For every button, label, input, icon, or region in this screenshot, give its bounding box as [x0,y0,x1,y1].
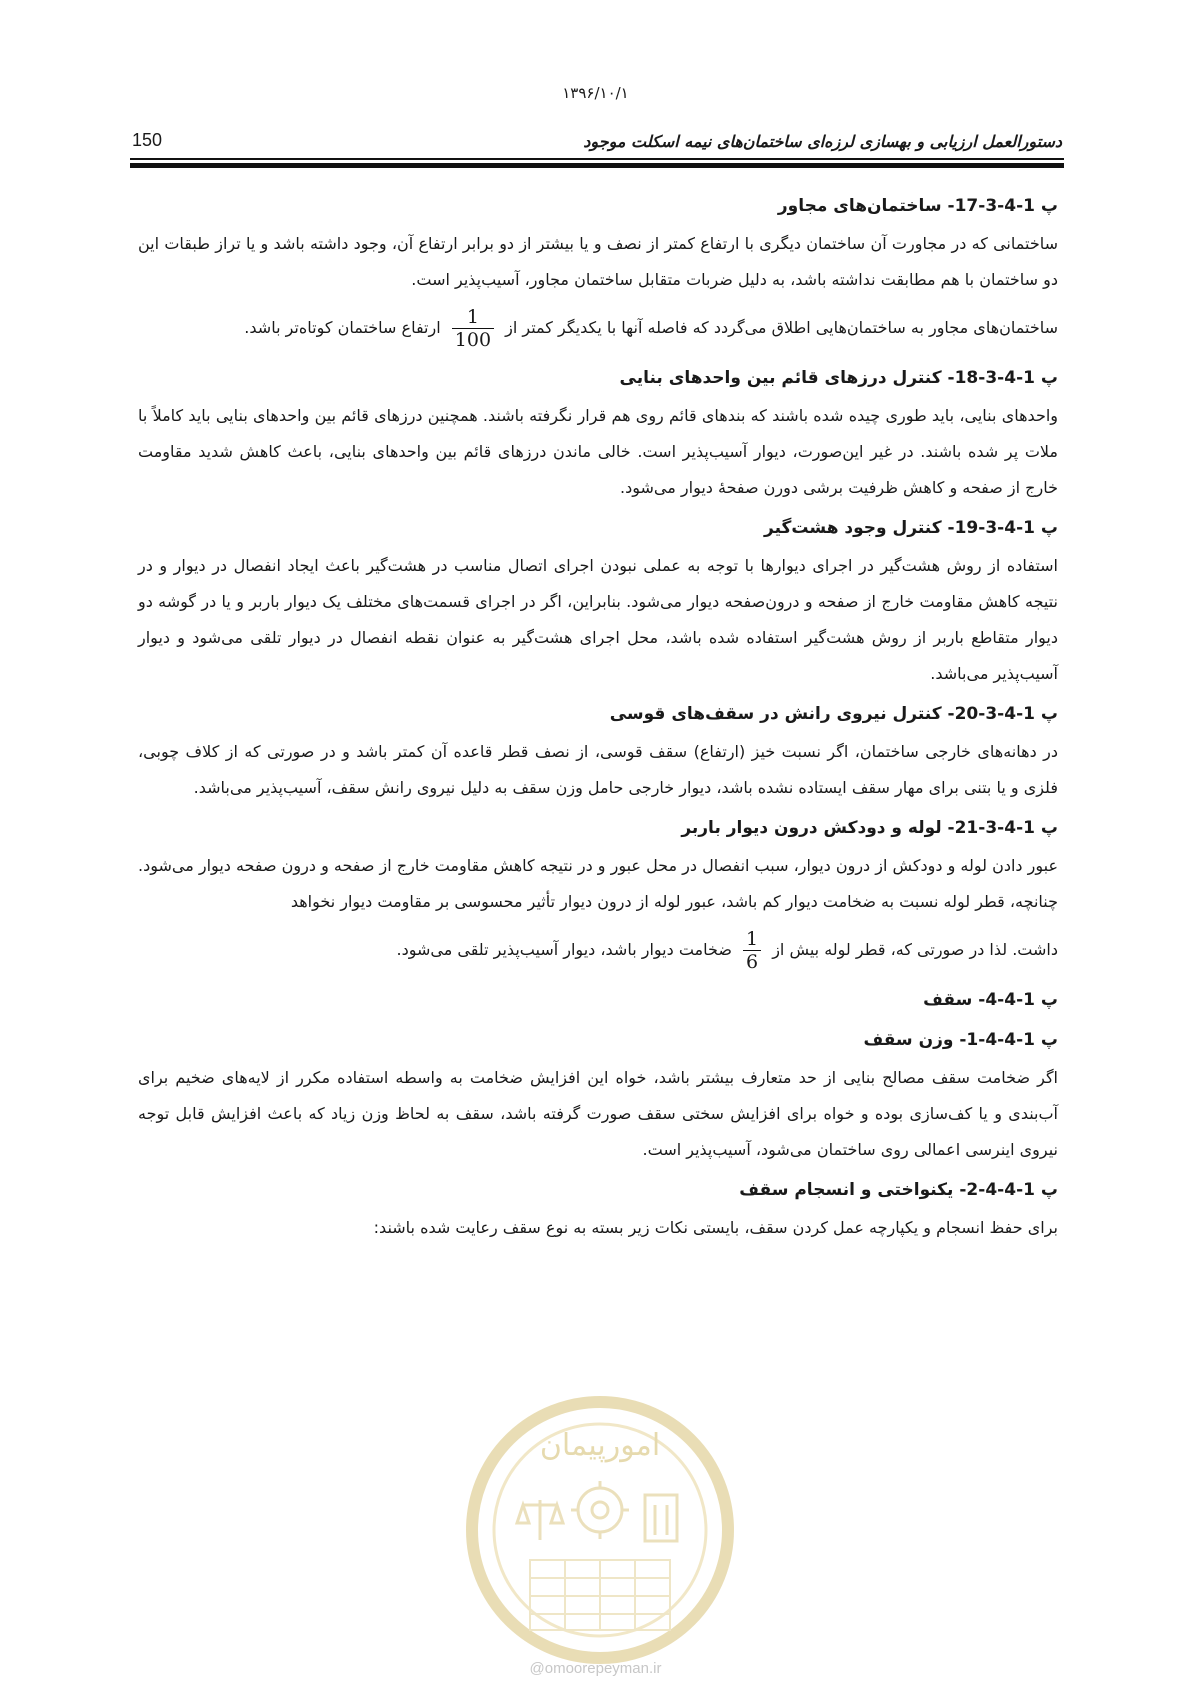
paragraph-17-1: ساختمانی که در مجاورت آن ساختمان دیگری با ارتفاع کمتر از نصف و یا بیشتر از دو برابر ارتفاع آن، وجود داشته باشد و یا تراز طبقات این دو ساختمان با هم مطابقت نداشته باشد، به دلیل ضربات متقابل ساختمان مجاور، آسیب‌پذیر است. [138,234,1058,289]
section-heading-4-4: پ 1-4-4- سقف [923,990,1058,1010]
section-heading-4-4-1: پ 1-4-4-1- وزن سقف [863,1030,1058,1050]
paragraph-21-2 [138,922,1058,978]
watermark-building-icon [645,1495,677,1541]
section-heading-19: پ 1-4-3-19- کنترل وجود هشت‌گیر [764,518,1058,538]
paragraph-21-1: عبور دادن لوله و دودکش از درون دیوار، سبب انفصال در محل عبور و در نتیجه کاهش مقاومت خارج از صفحه و درون صفحه دیوار می‌شود. چنانچه، قطر لوله نسبت به ضخامت دیوار کم باشد، عبور لوله از درون دیوار تأثیر محسوسی بر مقاومت دیوار نخواهد [138,856,1058,911]
paragraph-17-2-before: ساختمان‌های مجاور به ساختمان‌هایی اطلاق می‌گردد که فاصله آنها با یکدیگر کمتر از [505,318,1058,337]
watermark-scales-icon [517,1500,563,1540]
section-heading-17: پ 1-4-3-17- ساختمان‌های مجاور [777,196,1058,216]
fraction-1-100 [452,306,494,351]
document-date: ۱۳۹۶/۱۰/۱ [562,84,629,102]
page-header [132,130,1062,156]
paragraph-21-2-before: داشت. لذا در صورتی که، قطر لوله بیش از [772,940,1058,959]
page-number: 150 [132,130,163,150]
watermark-logo [455,1385,745,1675]
paragraph-17-2-after: ارتفاع ساختمان کوتاه‌تر باشد. [244,318,441,337]
running-title: دستورالعمل ارزیابی و بهسازی لرزه‌ای ساختمان‌های نیمه اسکلت موجود [583,132,1062,151]
watermark-brick-grid [530,1560,670,1630]
section-heading-18: پ 1-4-3-18- کنترل درزهای قائم بین واحدهای بنایی [619,368,1058,388]
header-rule-thin [130,158,1064,160]
section-heading-21: پ 1-4-3-21- لوله و دودکش درون دیوار باربر [681,818,1058,838]
fraction-numerator: 1 [746,928,759,950]
paragraph-19-1: استفاده از روش هشت‌گیر در اجرای دیوارها با توجه به عملی نبودن اجرای اتصال مناسب در هشت‌گیر باعث ایجاد انفصال در دیوار و در نتیجه کاهش مقاومت خارج از صفحه و درون‌صفحه دیوار می‌شود. بنابراین، اگر در اجرای قسمت‌های مختلف یک دیوار باربر و یا در گوشه دو دیوار متقاطع باربر از روش هشت‌گیر استفاده شده باشد، محل اجرای هشت‌گیر به عنوان نقطه انفصال در دیوار تلقی می‌شود و دیوار آسیب‌پذیر می‌باشد. [138,556,1058,683]
paragraph-4-4-2: برای حفظ انسجام و یکپارچه عمل کردن سقف، بایستی نکات زیر بسته به نوع سقف رعایت شده باشند: [373,1218,1058,1237]
paragraph-18-1: واحدهای بنایی، باید طوری چیده شده باشند که بندهای قائم روی هم قرار نگرفته باشند. همچنین درزهای قائم بین واحدهای بنایی باید کاملاً با ملات پر شده باشند. در غیر این‌صورت، دیوار آسیب‌پذیر است. خالی ماندن درزهای قائم بین واحدهای بنایی، باعث کاهش شدید مقاومت خارج از صفحه و کاهش ظرفیت برشی دورن صفحهٔ دیوار می‌شود. [138,406,1058,497]
fraction-denominator: 6 [743,950,761,973]
paragraph-21-2-after: ضخامت دیوار باشد، دیوار آسیب‌پذیر تلقی می‌شود. [396,940,732,959]
watermark-url: @omoorepeyman.ir [529,1660,662,1677]
fraction-1-6 [743,928,761,973]
paragraph-17-2 [138,300,1058,356]
section-heading-20: پ 1-4-3-20- کنترل نیروی رانش در سقف‌های قوسی [609,704,1058,724]
page-body [138,186,1058,1248]
fraction-denominator: 100 [452,328,494,351]
paragraph-4-4-1: اگر ضخامت سقف مصالح بنایی از حد متعارف بیشتر باشد، خواه این افزایش ضخامت به واسطه استفاده مکرر از لایه‌های ضخیم برای آب‌بندی و یا کف‌سازی بوده و خواه برای افزایش سختی سقف صورت گرفته باشد، سقف به لحاظ وزن زیاد که باعث افزایش قابل توجه نیروی اینرسی اعمالی روی ساختمان می‌شود، آسیب‌پذیر است. [138,1068,1058,1159]
fraction-numerator: 1 [466,306,479,328]
watermark-logo-text: امورپیمان [539,1428,661,1463]
section-heading-4-4-2: پ 1-4-4-2- یکنواختی و انسجام سقف [739,1180,1058,1200]
watermark-gear-icon [571,1481,629,1539]
paragraph-20-1: در دهانه‌های خارجی ساختمان، اگر نسبت خیز (ارتفاع) سقف قوسی، از نصف قطر قاعده آن کمتر باشد و در صورتی که از کلاف چوبی، فلزی و یا بتنی برای مهار سقف ایستاده نشده باشد، دیوار خارجی حامل وزن سقف به دلیل نیروی رانش سقف، آسیب‌پذیر می‌باشد. [138,742,1058,797]
header-rule-thick [130,163,1064,168]
